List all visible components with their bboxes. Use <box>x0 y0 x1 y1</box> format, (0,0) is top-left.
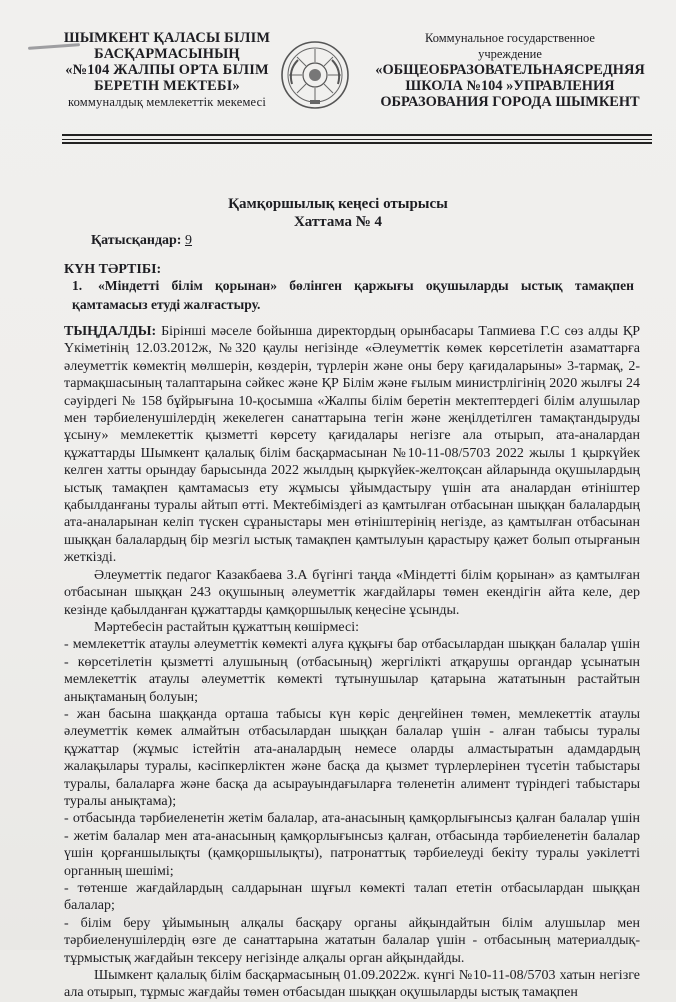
header-left-line: БАСҚАРМАСЫНЫҢ <box>94 46 240 62</box>
list-item: - төтенше жағдайлардың салдарынан шұғыл көмекті талап ететін отбасылардан шыққан балалар; <box>64 881 640 914</box>
paragraph: Шымкент қалалық білім басқармасының 01.09.2022ж. күнгі №10-11-08/5703 хатын негізге ала отырып, тұрмыс жағдайы төмен отбасыдан шыққан оқушыларды ыстық тамақпен <box>64 968 640 1001</box>
paragraph: Мәртебесін растайтын құжаттың көшірмесі: <box>94 619 359 635</box>
state-emblem-icon <box>280 40 350 110</box>
list-item: - жан басына шаққанда орташа табысы күн көріс деңгейінен төмен, мемлекеттік атаулы әлеуметтік көмек алмайтын отбасылардан шыққан балалар үшін - алған табысы туралы құжаттар (жұмыс істейтін ата-аналардың немесе оларды алмастыратын адамдардың жалақылары туралы, кәсіпкерліктен және басқа да қызмет түрлерлерінен түсетін табыстары туралы, балаларға және басқа да асырауындағыларға төленетін алимент түріндегі табыстары туралы анықтама); <box>64 706 640 809</box>
agenda-item-number: 1. <box>72 278 83 293</box>
header-left-line: ШЫМКЕНТ ҚАЛАСЫ БІЛІМ <box>63 30 271 46</box>
header-right-line: учреждение <box>478 47 542 61</box>
header-left-kazakh <box>52 30 282 110</box>
list-item: - мемлекеттік атаулы әлеуметтік көмекті алуға құқығы бар отбасылардан шыққан балалар үшін - көрсетілетін қызметті алушының (отбасының) жергілікті атқарушы органдар ұсынатын мемлекеттік атаулы әлеуметтік көмекті тұтынушылар қатарына жататынын растайтын анықтаманың болуын; <box>64 637 640 705</box>
participants-label: Қатысқандар: <box>91 233 182 248</box>
header-divider <box>62 142 652 144</box>
participants-count: 9 <box>184 233 192 248</box>
agenda-item-text: «Міндетті білім қорынан» бөлінген қаржығы оқушыларды ыстық тамақпен қамтамасыз етуді жалғастыру. <box>72 278 634 312</box>
heard-paragraph <box>64 323 640 567</box>
header-right-line: ОБРАЗОВАНИЯ ГОРОДА ШЫМКЕНТ <box>380 94 640 110</box>
header-left-line: БЕРЕТІН МЕКТЕБІ» <box>94 78 240 94</box>
header-right-russian <box>370 30 650 110</box>
document-body <box>64 323 640 1002</box>
protocol-number: Хаттама № 4 <box>293 214 383 230</box>
header-divider <box>62 134 652 136</box>
header-left-line: «№104 ЖАЛПЫ ОРТА БІЛІМ <box>65 62 269 78</box>
participants <box>91 233 192 249</box>
header-divider <box>62 139 652 140</box>
agenda-heading: КҮН ТӘРТІБІ: <box>64 262 162 277</box>
header-right-line: Коммунальное государственное <box>425 31 595 45</box>
paragraph: Әлеуметтік педагог Казакбаева З.А бүгінгі таңда «Міндетті білім қорынан» аз қамтылған отбасынан шыққан 243 оқушының әлеуметтік жағдайлары төмен екендігін айта келе, дер кезінде қабылданған құжаттарды қамқоршылық кеңесіне ұсынды. <box>64 567 640 618</box>
heard-label: ТЫҢДАЛДЫ: <box>64 324 157 339</box>
header-right-line: «ОБЩЕОБРАЗОВАТЕЛЬНАЯСРЕДНЯЯ <box>375 62 645 78</box>
list-item: - білім беру ұйымының алқалы басқару органы айқындайтын білім алушылар мен тәрбиеленушілердің өзге де санаттарына жататын балалар үшін - отбасының материалдық-тұрмыстық жағдайын тексеру негізінде алқалы орган айқындайды. <box>64 915 640 966</box>
agenda-item <box>72 276 634 314</box>
heard-text: Бірінші мәселе бойынша директордың орынбасары Тапмиева Г.С сөз алды ҚР Үкіметінің 12.03.2012ж, №320 қаулы негізінде «Әлеуметтік көмек көрсетілетін азаматтарға әлеуметтік көмектің мөлшерін, көздерін, түрлерін және оны беру қағидаларыны» 3-тармақ, 2-тармақшасының талаптарына сәйкес және ҚР Білім және ғылым министрлігінің 2020 жылғы 24 сәуірдегі № 158 бұйрығына 10-қосымша «Жалпы білім беретін мектептердегі білім алушылар мен тәрбиеленушілердің жекелеген санаттарына тегін және жеңілдетілген тамақтандыруды ұсыну» мемлекеттік қызметті көрсету қағидалары негізге ала отырып, ата-аналардан құжаттарды Шымкент қалалық білім басқармасынан №10-11-08/5703 2022 жылы 1 қыркүйек келген хатты орындау барысында 2022 жылдың қыркүйек-желтоқсан айларында оқушылардың ыстық тамақпен қамтамасыз ету жұмысы ұйымдастыру үшін ата аналардан өтініштер қабылданғаны туралы айтып өтті. Мектебіміздегі аз қамтылған отбасынан шыққан балалардың ата-аналарынан келіп түскен сұраныстары мен өтініштерінің негізде, аз қамтылған отбасынан шыққан балалардың бір мезгіл ыстық тамақпен қамтылуын қарастыру қажет болып отырғанын жеткізді. <box>64 324 640 566</box>
document-title: Қамқоршылық кеңесі отырысы <box>228 196 448 212</box>
header-right-line: ШКОЛА №104 »УПРАВЛЕНИЯ <box>405 78 615 94</box>
list-item: - отбасында тәрбиеленетін жетім балалар, ата-анасының қамқорлығынсыз қалған балалар үшін - жетім балалар мен ата-анасының қамқорлығынсыз қалған, отбасында тәрбиеленетін балалар үшін қорғаншылықты (қамқоршылықты), патронаттық тәрбиелеуді бекіту туралы уәкілетті органның шешімі; <box>64 811 640 879</box>
header-left-subtitle: коммуналдық мемлекеттік мекемесі <box>67 95 267 109</box>
